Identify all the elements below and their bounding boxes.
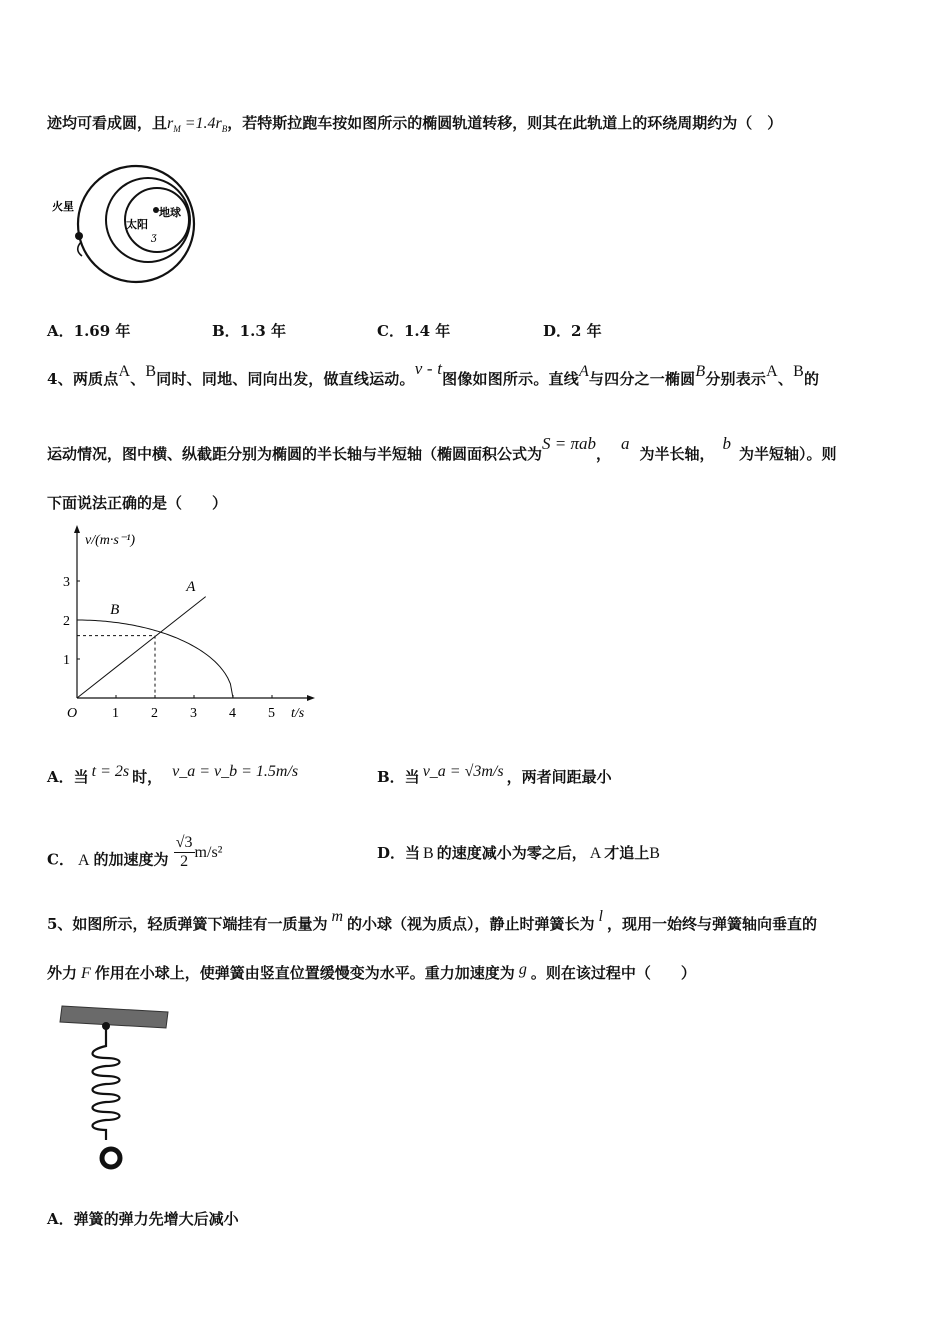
x-axis-arrow — [307, 695, 315, 701]
q3-formula: $r_M =1.4r_B$ — [167, 115, 228, 135]
q3-stem: 迹均可看成圆，且$r_M =1.4r_B$，若特斯拉跑车按如图所示的椭圆轨道转移，则其在此轨道上的环绕周期约为（ ） — [47, 114, 783, 135]
q4-option-c[interactable]: C． A 的加速度为 $\frac{√3}{2}$ m/s² — [47, 834, 223, 870]
series-A-label: A — [186, 578, 196, 595]
q4-stem-line1: 4、两质点A、B同时、同地、同向出发，做直线运动。v - t图像如图所示。直线A与四分之一椭圆B分别表示A、B的 — [47, 359, 820, 388]
y-tick-label: 1 — [63, 653, 70, 668]
svg-text:ʒ: ʒ — [151, 232, 157, 243]
q4-stem-line3: 下面说法正确的是（ ） — [47, 494, 228, 512]
x-tick-label: O — [67, 706, 78, 721]
y-axis-arrow — [74, 525, 80, 533]
q4-option-d[interactable]: D．当 B 的速度减小为零之后， A 才追上B — [377, 844, 660, 862]
y-axis-label: v/(m·s⁻¹) — [85, 533, 136, 548]
q4-option-a[interactable]: A．当 t = 2s 时， v_a = v_b = 1.5m/s — [47, 763, 299, 786]
series-B-label: B — [110, 602, 120, 619]
x-tick-label: 5 — [268, 706, 275, 721]
q4-option-b[interactable]: B．当 v_a = √3m/s ，两者间距最小 — [377, 763, 612, 786]
ball — [102, 1149, 120, 1167]
x-axis-label: t/s — [291, 706, 305, 721]
spring-figure — [58, 1002, 173, 1177]
mars-label: 火星 — [52, 200, 74, 213]
orbit-figure — [48, 158, 208, 288]
y-tick-label: 3 — [63, 575, 70, 590]
q5-option-a[interactable]: A．弹簧的弹力先增大后减小 — [47, 1210, 239, 1228]
transfer-ellipse — [106, 178, 190, 262]
x-tick-label: 2 — [151, 706, 158, 721]
x-tick-label: 1 — [112, 706, 119, 721]
q3-option-d[interactable]: D．2 年 — [543, 322, 602, 340]
q3-option-b[interactable]: B．1.3 年 — [212, 322, 286, 340]
q3-option-a[interactable]: A．1.69 年 — [47, 322, 131, 340]
x-tick-label: 3 — [190, 706, 197, 721]
y-tick-label: 2 — [63, 614, 70, 629]
q5-stem-line2: 外力 F 作用在小球上，使弹簧由竖直位置缓慢变为水平。重力加速度为 g 。则在该过程中（ ） — [47, 961, 696, 982]
sun-label: 太阳 — [126, 218, 148, 231]
q4-stem-line2: 运动情况，图中横、纵截距分别为椭圆的半长轴与半短轴（椭圆面积公式为S = πab，a为半长轴，b为半短轴）。则 — [47, 434, 837, 463]
spring-coil — [93, 1028, 120, 1140]
ceiling-bar — [60, 1006, 168, 1028]
vt-chart — [55, 524, 325, 724]
series-A-line — [77, 597, 206, 698]
mars-dot — [75, 232, 83, 240]
q5-stem-line1: 5、如图所示，轻质弹簧下端挂有一质量为 m 的小球（视为质点），静止时弹簧长为 l ，现用一始终与弹簧轴向垂直的 — [47, 908, 817, 933]
x-tick-label: 4 — [229, 706, 236, 721]
q3-option-c[interactable]: C．1.4 年 — [377, 322, 451, 340]
earth-label: 地球 — [159, 206, 181, 219]
